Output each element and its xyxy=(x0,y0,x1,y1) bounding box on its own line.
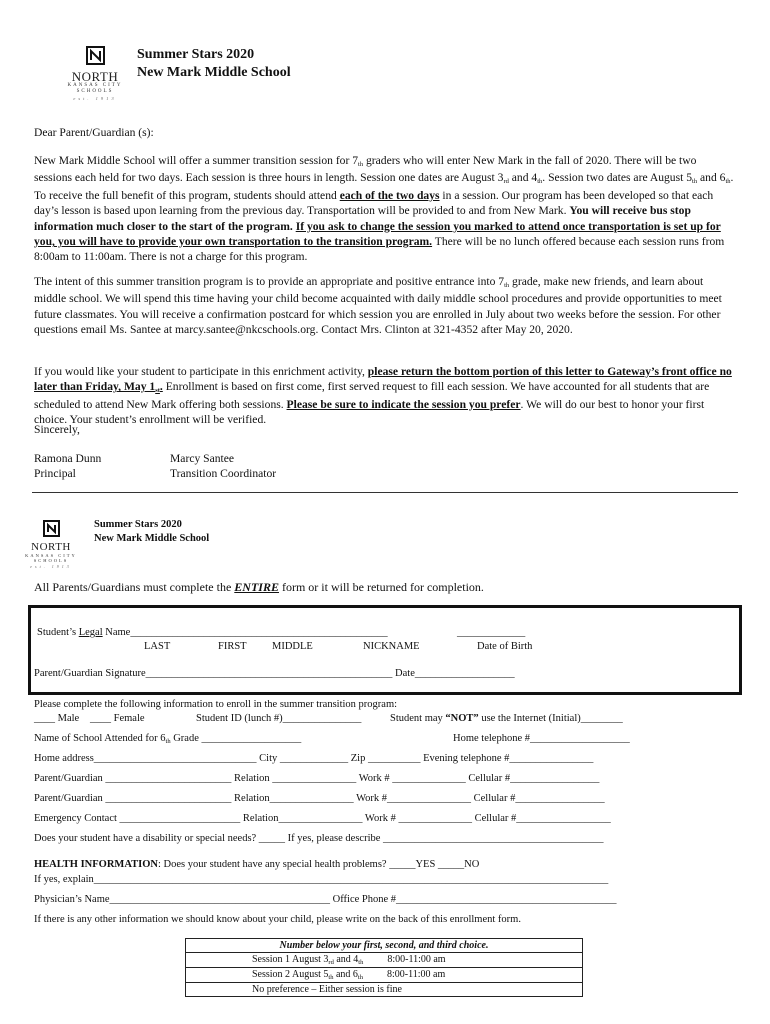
health-label: HEALTH INFORMATION xyxy=(34,859,158,870)
greeting: Dear Parent/Guardian (s): xyxy=(34,126,154,139)
school-attended-text-a: Name of School Attended for 6 xyxy=(34,733,166,744)
s1-sup-1: rd xyxy=(328,959,334,966)
form-logo-kansas-city: KANSAS CITY xyxy=(25,553,77,558)
p3-sup-a: st xyxy=(155,387,160,395)
p1-sup-e: th xyxy=(725,178,731,186)
col-nickname: NICKNAME xyxy=(363,641,420,652)
signature-principal-name: Ramona Dunn xyxy=(34,452,102,465)
signature-principal-title: Principal xyxy=(34,467,76,480)
form-district-logo xyxy=(22,520,80,570)
p3-return-deadline: please return the bottom portion of this letter to Gateway’s front office no later than Friday, May 1 xyxy=(34,365,732,394)
closing: Sincerely, xyxy=(34,423,80,436)
school-attended-field[interactable] xyxy=(34,732,301,747)
p2-text-a: The intent of this summer transition program is to provide an appropriate and positive entrance into 7 xyxy=(34,275,505,288)
col-first: FIRST xyxy=(218,641,247,652)
parent-guardian-2-field[interactable]: Parent/Guardian ________________________ Relation________________ Work #________________ Cellular #_________________ xyxy=(34,793,605,804)
s1-time: 8:00-11:00 am xyxy=(387,954,446,965)
health-explain-field[interactable]: If yes, explain__________________________________________________________________________________________________ xyxy=(34,874,609,885)
choice-header-row xyxy=(186,939,583,953)
home-phone-field[interactable]: Home telephone #___________________ xyxy=(453,733,630,744)
page-title: Summer Stars 2020 xyxy=(137,47,255,62)
date-of-birth-field[interactable]: _____________ xyxy=(457,627,526,638)
emergency-contact-field[interactable]: Emergency Contact _______________________ Relation________________ Work # ______________ Cellular #__________________ xyxy=(34,813,611,824)
p2-sup-a: th xyxy=(504,282,510,289)
student-legal-name-field[interactable] xyxy=(37,626,388,640)
form-logo-established: est. 1913 xyxy=(30,564,72,569)
p1-sup-c: th xyxy=(537,178,543,186)
col-middle: MIDDLE xyxy=(272,641,313,652)
notice-text-a: All Parents/Guardians must complete the xyxy=(34,580,235,594)
choice-session-1[interactable] xyxy=(186,953,583,968)
logo-established: est. 1913 xyxy=(73,96,117,101)
other-info-note: If there is any other information we should know about your child, please write on the back of this enrollment form. xyxy=(34,914,521,925)
home-address-field[interactable]: Home address_______________________________ City _____________ Zip __________ Evening telephone #________________ xyxy=(34,753,594,764)
district-logo-mark-icon xyxy=(86,46,105,65)
student-id-field[interactable]: Student ID (lunch #)_______________ xyxy=(196,713,362,724)
disability-field[interactable]: Does your student have a disability or special needs? _____ If yes, please describe __________________________________________ xyxy=(34,833,604,844)
s1-text-a: Session 1 August 3 xyxy=(252,954,329,965)
p1-text-g: in a session. Our program has been developed so that each day’s lesson is based upon learning from the previous day. Transportation will be provided to and from New Mark. xyxy=(34,188,714,218)
internet-text-c: use the Internet (Initial)________ xyxy=(478,713,623,724)
choice-row-no-preference[interactable] xyxy=(186,983,583,997)
choice-no-preference[interactable]: No preference – Either session is fine xyxy=(186,983,583,997)
p2-text-b: grade, make new friends, and learn about middle school. We will spend this time having your child become acquainted with daily middle school procedures and provide opportunities to meet future classmates. You will receive a confirmation postcard for which session you are enrolled in July about two weeks before the session. For other questions email Ms. Santee at marcy.santee@nkcschools.org. Contact Mrs. Clinton at 321-4352 after May 20, 2020. xyxy=(34,275,722,337)
p1-text-f: . To receive the full benefit of this program, students should attend xyxy=(34,171,734,202)
student-label-a: Student’s xyxy=(37,627,79,638)
p1-text-c: and 4 xyxy=(508,171,538,185)
s2-text-b: and 6 xyxy=(333,969,358,980)
parent-guardian-1-field[interactable]: Parent/Guardian ________________________ Relation ________________ Work # ______________ Cellular #_________________ xyxy=(34,773,600,784)
p1-text-e: and 6 xyxy=(697,171,726,185)
p1-transport-warning: If you ask to change the session you marked to attend once transportation is set up for you, you will have to provide your own transportation to the transition program. xyxy=(34,219,721,249)
school-attended-sup: th xyxy=(165,738,171,745)
choice-row-session-2[interactable] xyxy=(186,968,583,983)
p1-bus-stop-notice: You will receive bus stop information much closer to the start of the program. xyxy=(34,204,691,233)
p3-text-c: . We will do our best to honor your first choice. Your student’s enrollment will be verified. xyxy=(34,397,705,427)
completion-notice xyxy=(34,580,484,595)
choice-session-2[interactable] xyxy=(186,968,583,983)
student-label-legal: Legal xyxy=(78,627,103,638)
s2-time: 8:00-11:00 am xyxy=(386,969,446,980)
session-choice-table xyxy=(185,938,583,997)
p1-text-a: New Mark Middle School will offer a summer transition session for 7 xyxy=(34,154,359,167)
p1-sup-a: th xyxy=(358,161,364,168)
internet-not: “NOT” xyxy=(445,713,479,724)
p3-deadline-end: . xyxy=(159,380,163,394)
col-last: LAST xyxy=(144,641,171,652)
letter-paragraph-3 xyxy=(34,364,737,428)
logo-north: NORTH xyxy=(71,69,119,84)
district-logo xyxy=(60,46,130,103)
p1-sup-b: rd xyxy=(503,178,509,186)
student-name-line: Name_________________________________________________ xyxy=(102,627,388,638)
health-question: : Does your student have any special health problems? _____YES _____NO xyxy=(157,859,480,870)
health-information-field[interactable] xyxy=(34,858,479,872)
tear-off-divider xyxy=(32,492,738,493)
form-logo-schools: SCHOOLS xyxy=(33,558,69,563)
p1-text-h: There will be no lunch offered because each session runs from 8:00am to 11:00am. There is not a charge for this program. xyxy=(34,235,725,264)
signature-coordinator-title: Transition Coordinator xyxy=(170,467,277,480)
notice-text-c: form or it will be returned for completion. xyxy=(278,580,484,594)
s2-sup-2: th xyxy=(357,974,363,981)
p1-sup-d: th xyxy=(692,178,698,186)
col-date-of-birth: Date of Birth xyxy=(477,641,533,652)
choice-row-session-1[interactable] xyxy=(186,953,583,968)
form-logo-mark-icon xyxy=(43,520,60,537)
form-title: Summer Stars 2020 xyxy=(94,519,182,530)
letter-paragraph-2 xyxy=(34,274,737,338)
logo-kansas-city: KANSAS CITY xyxy=(67,83,123,88)
form-school: New Mark Middle School xyxy=(94,533,210,544)
p3-text-b: Enrollment is based on first come, first served request to fill each session. We have accounted for all students that are scheduled to attend New Mark offering both sessions. xyxy=(34,380,710,411)
s1-sup-2: th xyxy=(358,959,364,966)
p1-emphasis-two-days: each of the two days xyxy=(339,188,440,202)
s1-text-b: and 4 xyxy=(333,954,359,965)
p1-text-b: graders who will enter New Mark in the fall of 2020. There will be two sessions each held for two days. Each session is three hours in length. Session one dates are August 3 xyxy=(34,154,697,185)
p3-indicate-session: Please be sure to indicate the session you prefer xyxy=(286,397,521,411)
internet-text-a: Student may xyxy=(390,713,446,724)
form-logo-north: NORTH xyxy=(31,541,71,553)
p1-text-d: . Session two dates are August 5 xyxy=(542,171,693,185)
p3-text-a: If you would like your student to participate in this enrichment activity, xyxy=(34,365,368,378)
notice-entire: ENTIRE xyxy=(234,580,279,594)
choice-heading: Number below your first, second, and third choice. xyxy=(186,939,583,953)
female-field[interactable]: ____ Female xyxy=(90,713,145,724)
school-name: New Mark Middle School xyxy=(137,65,291,80)
form-instructions: Please complete the following information to enroll in the summer transition program: xyxy=(34,699,398,710)
internet-initial-field[interactable] xyxy=(390,712,623,726)
male-field[interactable]: ____ Male xyxy=(34,713,80,724)
s2-sup-1: th xyxy=(328,974,334,981)
signature-coordinator-name: Marcy Santee xyxy=(170,452,235,465)
guardian-signature-field[interactable]: Parent/Guardian Signature_______________________________________________ Date___________________ xyxy=(34,668,515,679)
letter-paragraph-1 xyxy=(34,153,737,265)
physician-field[interactable]: Physician’s Name__________________________________________ Office Phone #__________________________________________ xyxy=(34,894,617,905)
school-attended-text-b: Grade ___________________ xyxy=(170,733,302,744)
s2-text-a: Session 2 August 5 xyxy=(252,969,329,980)
logo-schools: SCHOOLS xyxy=(76,89,114,94)
